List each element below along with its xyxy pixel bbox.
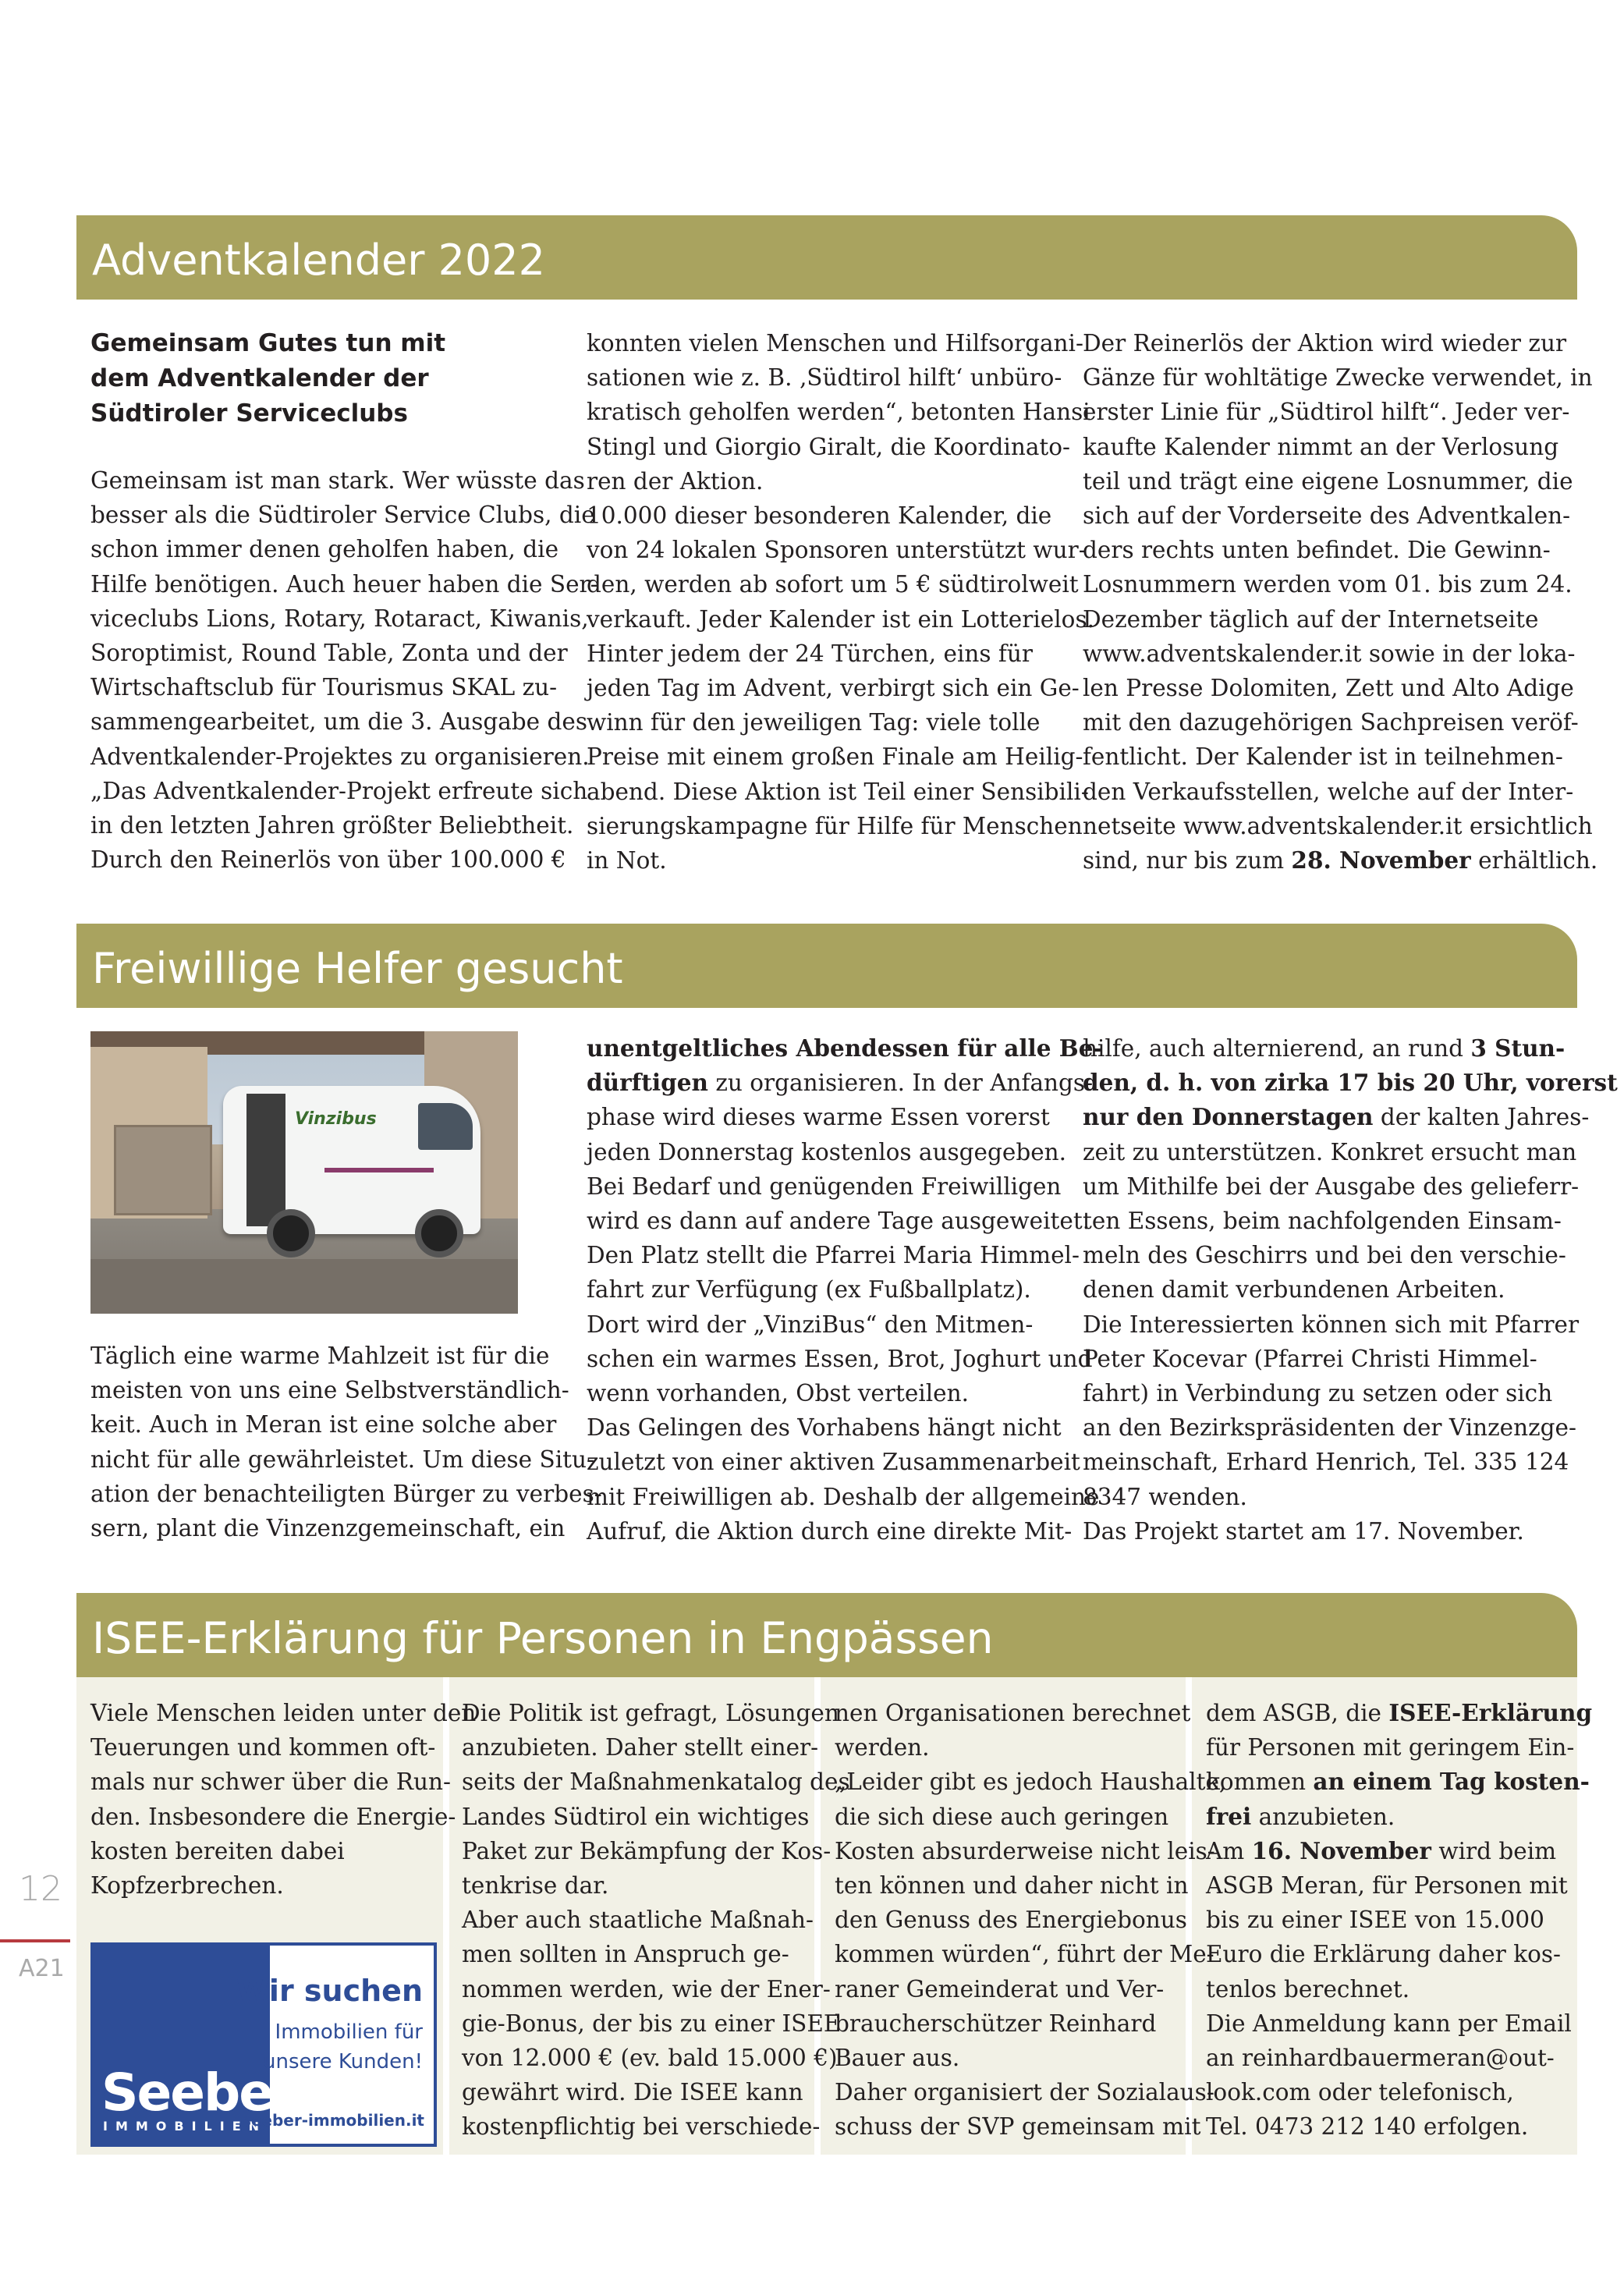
text-line: den. Insbesondere die Energie-: [90, 1803, 456, 1830]
article1-subheading: [90, 326, 445, 431]
text-line: tenkrise dar.: [462, 1872, 609, 1900]
section-title-adventkalender: Adventkalender 2022: [76, 215, 1577, 300]
text-line: Teuerungen und kommen oft-: [90, 1734, 436, 1761]
van-logo-text: Vinzibus: [295, 1109, 377, 1129]
text-line: Gänze für wohltätige Zwecke verwendet, in: [1083, 364, 1593, 392]
bold-run: 16. November: [1251, 1836, 1431, 1864]
ad-brand-subtitle: IMMOBILIEN: [103, 2119, 268, 2134]
photo-garage-door: [114, 1125, 212, 1215]
text-line: von 12.000 € (ev. bald 15.000 €): [462, 2045, 838, 2072]
text-line: [1206, 1800, 1592, 1834]
text-line: Kosten absurderweise nicht leis-: [835, 1837, 1215, 1864]
text-line: [1083, 843, 1597, 878]
text-line: sationen wie z. B. ‚Südtirol hilft‘ unbüro-: [587, 364, 1062, 392]
text-line: meisten von uns eine Selbstverständlich-: [90, 1377, 569, 1404]
text-line: Den Platz stellt die Pfarrei Maria Himmel-: [587, 1242, 1080, 1269]
text-line: sammengearbeitet, um die 3. Ausgabe des: [90, 708, 588, 736]
text-line: 8347 wenden.: [1083, 1483, 1247, 1510]
article1-column-2: [587, 326, 1094, 878]
text-line: fentlicht. Der Kalender ist in teilnehmen-: [1083, 743, 1563, 771]
text-line: wird es dann auf andere Tage ausgeweitet.: [587, 1208, 1090, 1235]
text-line: keit. Auch in Meran ist eine solche aber: [90, 1411, 557, 1438]
text-line: mit den dazugehörigen Sachpreisen veröf-: [1083, 709, 1579, 736]
ad-website-link[interactable]: seeber-immobilien.it: [241, 2111, 424, 2130]
text-line: mals nur schwer über die Run-: [90, 1768, 451, 1796]
text-line: zuletzt von einer aktiven Zusammenarbeit: [587, 1449, 1080, 1476]
text-line: seits der Maßnahmenkatalog des: [462, 1768, 850, 1796]
text-line: Hilfe benötigen. Auch heuer haben die Ser-: [90, 570, 598, 598]
article3-column-1: [90, 1696, 476, 1903]
subheading-line: Südtiroler Serviceclubs: [90, 399, 408, 427]
text-line: in den letzten Jahren größter Beliebtheit.: [90, 812, 574, 839]
text-line: ation der benachteiligten Bürger zu verbes-: [90, 1480, 602, 1507]
text-line: [587, 1031, 1103, 1066]
text-line: Bauer aus.: [835, 2045, 960, 2072]
bold-run: den, d. h. von zirka 17 bis 20 Uhr, vorerst: [1083, 1069, 1618, 1097]
article1-column-3: [1083, 326, 1597, 878]
text-line: Dezember täglich auf der Internetseite: [1083, 605, 1539, 633]
bold-run: frei: [1206, 1802, 1252, 1830]
section-title-freiwillige-helfer: Freiwillige Helfer gesucht: [76, 924, 1577, 1008]
text-line: sich auf der Vorderseite des Adventkalen-: [1083, 502, 1571, 530]
text-run: Am: [1206, 1837, 1252, 1864]
text-line: für Personen mit geringem Ein-: [1206, 1734, 1575, 1761]
text-line: Euro die Erklärung daher kos-: [1206, 1941, 1561, 1968]
text-line: [1206, 1834, 1592, 1868]
text-line: Tel. 0473 212 140 erfolgen.: [1206, 2113, 1529, 2141]
text-line: nicht für alle gewährleistet. Um diese Situ-: [90, 1446, 594, 1473]
bold-run: 3 Stun-: [1470, 1034, 1565, 1062]
text-line: Kopfzerbrechen.: [90, 1872, 284, 1900]
text-line: raner Gemeinderat und Ver-: [835, 1975, 1165, 2003]
bold-run: unentgeltliches Abendessen für alle Be-: [587, 1034, 1103, 1062]
text-line: tenlos berechnet.: [1206, 1975, 1410, 2003]
text-line: den Genuss des Energiebonus: [835, 1907, 1187, 1934]
text-line: in Not.: [587, 847, 667, 874]
text-line: ASGB Meran, für Personen mit: [1206, 1872, 1568, 1900]
text-line: Bei Bedarf und genügenden Freiwilligen: [587, 1172, 1062, 1200]
text-line: ten Essens, beim nachfolgenden Einsam-: [1083, 1208, 1562, 1235]
text-line: look.com oder telefonisch,: [1206, 2079, 1514, 2106]
text-run: sind, nur bis zum: [1083, 847, 1292, 874]
text-line: www.adventskalender.it sowie in der loka-: [1083, 640, 1576, 667]
issue-code: A21: [19, 1955, 65, 1982]
text-line: den Verkaufsstellen, welche auf der Inter-: [1083, 778, 1574, 805]
text-line: Paket zur Bekämpfung der Kos-: [462, 1837, 832, 1864]
text-line: Durch den Reinerlös von über 100.000 €: [90, 846, 566, 874]
bold-run: ISEE-Erklärung: [1388, 1699, 1593, 1726]
van-open-door: [246, 1094, 285, 1226]
text-line: Das Gelingen des Vorhabens hängt nicht: [587, 1414, 1062, 1442]
text-line: winn für den jeweiligen Tag: viele tolle: [587, 709, 1041, 736]
article3-column-3: [835, 1696, 1226, 2144]
bold-run: dürftigen: [587, 1069, 708, 1097]
text-line: netseite www.adventskalender.it ersichtlich: [1083, 812, 1593, 839]
text-line: den, werden ab sofort um 5 € südtirolweit: [587, 571, 1079, 598]
van-windshield: [418, 1103, 473, 1150]
text-line: kratisch geholfen werden“, betonten Hansi: [587, 399, 1090, 426]
photo-pavement: [90, 1259, 518, 1314]
text-line: gewährt wird. Die ISEE kann: [462, 2079, 803, 2106]
text-line: Die Politik ist gefragt, Lösungen: [462, 1700, 839, 1726]
text-line: sierungskampagne für Hilfe für Menschen: [587, 812, 1083, 839]
text-line: Adventkalender-Projektes zu organisieren.: [90, 743, 590, 770]
text-line: [1206, 1696, 1592, 1730]
text-line: 10.000 dieser besonderen Kalender, die: [587, 502, 1052, 530]
van-stripe: [324, 1168, 434, 1172]
text-line: [1083, 1031, 1618, 1066]
text-line: [587, 1066, 1103, 1100]
bold-run: nur den Donnerstagen: [1083, 1103, 1374, 1131]
text-line: konnten vielen Menschen und Hilfsorgani-: [587, 330, 1083, 357]
subheading-line: Gemeinsam Gutes tun mit: [90, 329, 446, 357]
section-title-isee-erklaerung: ISEE-Erklärung für Personen in Engpässen: [76, 1593, 1577, 1677]
text-line: men sollten in Anspruch ge-: [462, 1941, 789, 1968]
text-line: teil und trägt eine eigene Losnummer, die: [1083, 467, 1573, 495]
text-line: anzubieten. Daher stellt einer-: [462, 1734, 819, 1761]
text-line: Dort wird der „VinziBus“ den Mitmen-: [587, 1311, 1034, 1338]
text-line: meln des Geschirrs und bei den verschie-: [1083, 1242, 1566, 1269]
article3-column-2: [462, 1696, 850, 2144]
ad-text-line: unsere Kunden!: [263, 2050, 423, 2073]
text-line: schon immer denen geholfen haben, die: [90, 536, 559, 563]
text-line: mit Freiwilligen ab. Deshalb der allgemeine: [587, 1483, 1100, 1510]
text-line: jeden Tag im Advent, verbirgt sich ein Ge-: [587, 675, 1080, 702]
text-line: nommen werden, wie der Ener-: [462, 1975, 831, 2003]
text-line: an reinhardbauermeran@out-: [1206, 2045, 1555, 2072]
text-run: anzubieten.: [1251, 1803, 1395, 1830]
text-line: Hinter jedem der 24 Türchen, eins für: [587, 640, 1033, 667]
bold-run: an einem Tag kosten-: [1313, 1768, 1590, 1796]
text-run: erhältlich.: [1470, 847, 1598, 874]
text-line: bis zu einer ISEE von 15.000: [1206, 1907, 1544, 1934]
van-wheel-front: [415, 1209, 463, 1258]
text-line: erster Linie für „Südtirol hilft“. Jeder ver-: [1083, 399, 1570, 426]
page-number-rule: [0, 1939, 70, 1942]
text-line: besser als die Südtiroler Service Clubs, die: [90, 502, 595, 529]
text-line: Preise mit einem großen Finale am Heilig-: [587, 743, 1083, 771]
text-line: werden.: [835, 1734, 930, 1761]
text-line: „Leider gibt es jedoch Haushalte,: [835, 1768, 1227, 1796]
text-line: zeit zu unterstützen. Konkret ersucht man: [1083, 1138, 1577, 1165]
text-line: abend. Diese Aktion ist Teil einer Sensibili-: [587, 778, 1089, 805]
ad-text-line: Immobilien für: [275, 2020, 423, 2044]
text-line: [1083, 1100, 1618, 1134]
text-line: an den Bezirkspräsidenten der Vinzenzge-: [1083, 1414, 1576, 1442]
text-line: fahrt) in Verbindung zu setzen oder sich: [1083, 1380, 1553, 1407]
text-line: schuss der SVP gemeinsam mit: [835, 2113, 1201, 2141]
text-run: wird beim: [1431, 1837, 1557, 1864]
text-line: kostenpflichtig bei verschiede-: [462, 2113, 821, 2141]
text-line: Aber auch staatliche Maßnah-: [462, 1907, 814, 1934]
vinzibus-photo: [90, 1031, 518, 1314]
text-line: jeden Donnerstag kostenlos ausgegeben.: [587, 1138, 1067, 1165]
article1-column-1: [90, 463, 598, 877]
article2-column-1: [90, 1339, 602, 1545]
text-line: ren der Aktion.: [587, 467, 764, 495]
text-line: denen damit verbundenen Arbeiten.: [1083, 1276, 1505, 1304]
text-line: [1206, 1765, 1592, 1799]
deadline-date: 28. November: [1291, 846, 1471, 874]
text-run: der kalten Jahres-: [1373, 1104, 1590, 1131]
ad-headline: Wir suchen: [236, 1974, 423, 2008]
text-line: kommen würden“, führt der Me-: [835, 1941, 1214, 1968]
text-line: fahrt zur Verfügung (ex Fußballplatz).: [587, 1276, 1031, 1304]
text-line: Landes Südtirol ein wichtiges: [462, 1803, 810, 1830]
text-run: dem ASGB, die: [1206, 1700, 1389, 1726]
text-line: kosten bereiten dabei: [90, 1837, 345, 1864]
text-line: braucherschützer Reinhard: [835, 2010, 1157, 2037]
text-line: Das Projekt startet am 17. November.: [1083, 1517, 1524, 1545]
text-line: Die Anmeldung kann per Email: [1206, 2010, 1572, 2037]
text-line: die sich diese auch geringen: [835, 1803, 1169, 1830]
seeber-immobilien-ad[interactable]: [90, 1942, 437, 2147]
text-line: Peter Kocevar (Pfarrei Christi Himmel-: [1083, 1345, 1537, 1372]
text-line: phase wird dieses warme Essen vorerst: [587, 1104, 1050, 1131]
text-line: len Presse Dolomiten, Zett und Alto Adige: [1083, 675, 1574, 702]
text-line: nen Organisationen berechnet: [835, 1700, 1191, 1726]
text-line: „Das Adventkalender-Projekt erfreute sich: [90, 777, 588, 804]
text-line: Die Interessierten können sich mit Pfarrer: [1083, 1311, 1580, 1338]
text-line: schen ein warmes Essen, Brot, Joghurt und: [587, 1345, 1093, 1372]
ad-brand-logo: Seeber: [101, 2063, 296, 2123]
text-run: zu organisieren. In der Anfangs-: [707, 1070, 1094, 1097]
text-line: Aufruf, die Aktion durch eine direkte Mit-: [587, 1517, 1073, 1545]
page-number: 12: [19, 1869, 62, 1909]
text-line: Der Reinerlös der Aktion wird wieder zur: [1083, 330, 1567, 357]
text-line: ten können und daher nicht in: [835, 1872, 1189, 1900]
text-line: verkauft. Jeder Kalender ist ein Lotterielos.: [587, 605, 1094, 633]
text-run: kommen: [1206, 1768, 1314, 1796]
text-line: sern, plant die Vinzenzgemeinschaft, ein: [90, 1515, 566, 1542]
text-line: viceclubs Lions, Rotary, Rotaract, Kiwanis,: [90, 605, 589, 632]
text-line: Daher organisiert der Sozialaus-: [835, 2079, 1214, 2106]
text-line: Viele Menschen leiden unter den: [90, 1700, 477, 1726]
text-line: kaufte Kalender nimmt an der Verlosung: [1083, 433, 1559, 460]
text-line: um Mithilfe bei der Ausgabe des gelieferr-: [1083, 1172, 1580, 1200]
article2-column-3: [1083, 1031, 1618, 1548]
text-line: Soroptimist, Round Table, Zonta und der: [90, 640, 568, 667]
text-line: Wirtschaftsclub für Tourismus SKAL zu-: [90, 674, 558, 701]
text-line: Gemeinsam ist man stark. Wer wüsste das: [90, 467, 585, 494]
article3-column-4: [1206, 1696, 1592, 2144]
van-wheel-rear: [267, 1209, 315, 1258]
text-line: [1083, 1066, 1618, 1100]
text-line: gie-Bonus, der bis zu einer ISEE: [462, 2010, 841, 2037]
article2-column-2: [587, 1031, 1103, 1548]
text-line: ders rechts unten befindet. Die Gewinn-: [1083, 537, 1551, 564]
text-line: Stingl und Giorgio Giralt, die Koordinato-: [587, 433, 1071, 460]
text-run: hilfe, auch alternierend, an rund: [1083, 1035, 1471, 1062]
text-line: Täglich eine warme Mahlzeit ist für die: [90, 1343, 550, 1369]
subheading-line: dem Adventkalender der: [90, 364, 429, 392]
text-line: wenn vorhanden, Obst verteilen.: [587, 1380, 969, 1407]
text-line: Losnummern werden vom 01. bis zum 24.: [1083, 571, 1573, 598]
text-line: meinschaft, Erhard Henrich, Tel. 335 124: [1083, 1449, 1569, 1476]
text-line: von 24 lokalen Sponsoren unterstützt wur-: [587, 537, 1087, 564]
